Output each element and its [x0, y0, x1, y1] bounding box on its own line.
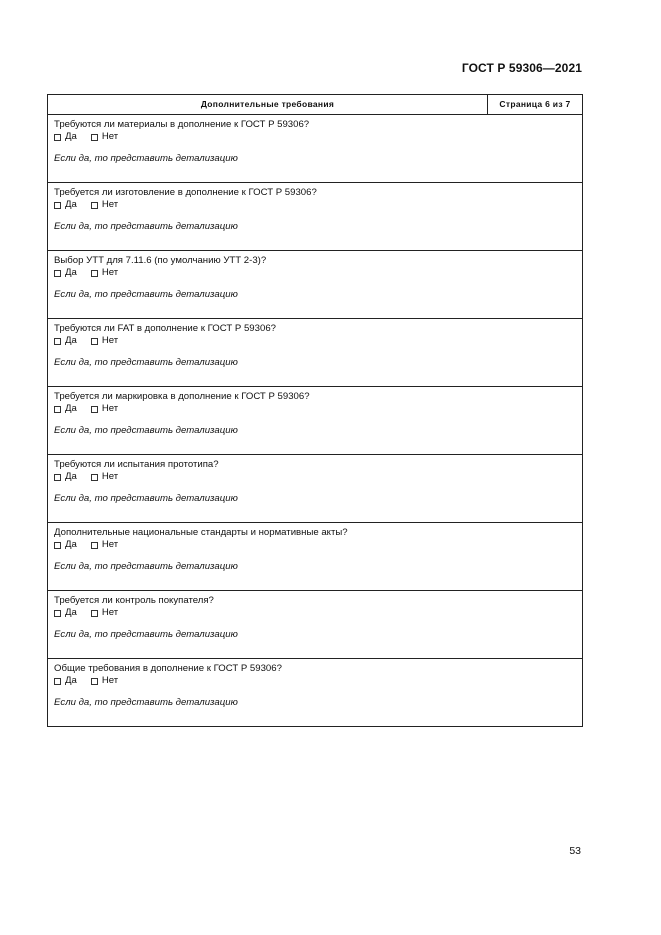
yes-label: Да: [65, 403, 77, 414]
yes-label: Да: [65, 539, 77, 550]
yes-option[interactable]: [54, 607, 77, 619]
yes-no-options: [54, 675, 582, 687]
yes-no-options: [54, 335, 582, 347]
question-row: [48, 115, 582, 183]
yes-no-options: [54, 607, 582, 619]
yes-option[interactable]: [54, 675, 77, 687]
question-row: [48, 183, 582, 251]
no-label: Нет: [101, 199, 119, 210]
yes-label: Да: [65, 267, 77, 278]
no-option[interactable]: [91, 199, 118, 211]
checkbox-icon[interactable]: [91, 474, 98, 481]
yes-option[interactable]: [54, 335, 77, 347]
question-row: [48, 659, 582, 726]
checkbox-icon[interactable]: [54, 406, 61, 413]
checkbox-icon[interactable]: [91, 270, 98, 277]
question-row: [48, 591, 582, 659]
no-option[interactable]: [91, 131, 118, 143]
checkbox-icon[interactable]: [54, 678, 61, 685]
detail-prompt: Если да, то представить детализацию: [54, 221, 238, 232]
question-row: [48, 251, 582, 319]
table-header: [48, 95, 582, 115]
checkbox-icon[interactable]: [54, 134, 61, 141]
checkbox-icon[interactable]: [54, 610, 61, 617]
no-label: Нет: [101, 539, 119, 550]
question-row: [48, 319, 582, 387]
checkbox-icon[interactable]: [91, 610, 98, 617]
no-option[interactable]: [91, 675, 118, 687]
no-label: Нет: [101, 403, 119, 414]
checkbox-icon[interactable]: [91, 134, 98, 141]
yes-option[interactable]: [54, 539, 77, 551]
detail-prompt: Если да, то представить детализацию: [54, 425, 238, 436]
no-option[interactable]: [91, 267, 118, 279]
yes-no-options: [54, 199, 582, 211]
question-text: Общие требования в дополнение к ГОСТ Р 59306?: [54, 663, 282, 674]
yes-label: Да: [65, 335, 77, 346]
question-text: Требуется ли изготовление в дополнение к ГОСТ Р 59306?: [54, 187, 317, 198]
yes-label: Да: [65, 675, 77, 686]
no-option[interactable]: [91, 607, 118, 619]
no-option[interactable]: [91, 471, 118, 483]
document-code: ГОСТ Р 59306—2021: [461, 61, 582, 75]
no-label: Нет: [101, 267, 119, 278]
yes-label: Да: [65, 471, 77, 482]
detail-prompt: Если да, то представить детализацию: [54, 153, 238, 164]
question-text: Требуется ли маркировка в дополнение к ГОСТ Р 59306?: [54, 391, 310, 402]
no-label: Нет: [101, 471, 119, 482]
yes-no-options: [54, 471, 582, 483]
question-row: [48, 387, 582, 455]
yes-option[interactable]: [54, 199, 77, 211]
checkbox-icon[interactable]: [54, 202, 61, 209]
yes-no-options: [54, 131, 582, 143]
yes-no-options: [54, 539, 582, 551]
question-row: [48, 523, 582, 591]
checkbox-icon[interactable]: [91, 406, 98, 413]
checkbox-icon[interactable]: [54, 270, 61, 277]
yes-no-options: [54, 267, 582, 279]
page-number: 53: [569, 845, 581, 857]
yes-label: Да: [65, 131, 77, 142]
checkbox-icon[interactable]: [91, 202, 98, 209]
yes-option[interactable]: [54, 267, 77, 279]
detail-prompt: Если да, то представить детализацию: [54, 697, 238, 708]
no-label: Нет: [101, 675, 119, 686]
question-text: Требуются ли FAT в дополнение к ГОСТ Р 59306?: [54, 323, 276, 334]
checkbox-icon[interactable]: [91, 542, 98, 549]
detail-prompt: Если да, то представить детализацию: [54, 357, 238, 368]
no-label: Нет: [101, 607, 119, 618]
no-label: Нет: [101, 335, 119, 346]
question-text: Требуются ли материалы в дополнение к ГОСТ Р 59306?: [54, 119, 310, 130]
question-text: Требуется ли контроль покупателя?: [54, 595, 214, 606]
question-text: Дополнительные национальные стандарты и нормативные акты?: [54, 527, 348, 538]
checkbox-icon[interactable]: [54, 338, 61, 345]
checkbox-icon[interactable]: [54, 542, 61, 549]
no-option[interactable]: [91, 403, 118, 415]
no-label: Нет: [101, 131, 119, 142]
detail-prompt: Если да, то представить детализацию: [54, 289, 238, 300]
checkbox-icon[interactable]: [91, 338, 98, 345]
detail-prompt: Если да, то представить детализацию: [54, 629, 238, 640]
detail-prompt: Если да, то представить детализацию: [54, 561, 238, 572]
yes-label: Да: [65, 199, 77, 210]
yes-option[interactable]: [54, 131, 77, 143]
detail-prompt: Если да, то представить детализацию: [54, 493, 238, 504]
checkbox-icon[interactable]: [91, 678, 98, 685]
requirements-table: [47, 94, 583, 727]
table-page-label: Страница 6 из 7: [499, 99, 571, 109]
yes-no-options: [54, 403, 582, 415]
no-option[interactable]: [91, 539, 118, 551]
checkbox-icon[interactable]: [54, 474, 61, 481]
yes-option[interactable]: [54, 471, 77, 483]
table-title: Дополнительные требования: [48, 95, 488, 114]
question-row: [48, 455, 582, 523]
no-option[interactable]: [91, 335, 118, 347]
question-text: Выбор УТТ для 7.11.6 (по умолчанию УТТ 2-3)?: [54, 255, 267, 266]
yes-label: Да: [65, 607, 77, 618]
question-text: Требуются ли испытания прототипа?: [54, 459, 219, 470]
yes-option[interactable]: [54, 403, 77, 415]
